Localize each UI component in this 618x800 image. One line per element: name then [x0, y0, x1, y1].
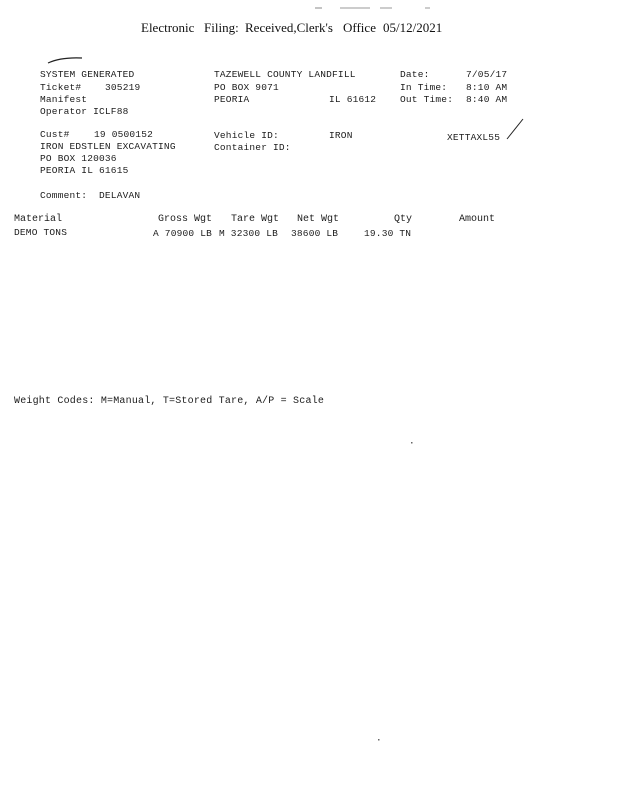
- out-time-label: Out Time:: [400, 94, 454, 105]
- handwritten-stroke: [46, 55, 86, 67]
- facility-name: TAZEWELL COUNTY LANDFILL: [214, 69, 356, 80]
- scan-speck: [377, 738, 381, 742]
- stamp-filing: Filing:: [204, 20, 239, 35]
- in-time-label: In Time:: [400, 82, 448, 93]
- comment-value: DELAVAN: [99, 190, 141, 201]
- side-code: XETTAXL55: [447, 132, 501, 143]
- customer-box: PO BOX 120036: [40, 153, 117, 164]
- col-header-qty: Qty: [394, 214, 413, 225]
- stamp-received: Received,Clerk's: [245, 20, 333, 35]
- col-header-material: Material: [14, 214, 63, 225]
- row-net: 38600 LB: [291, 228, 339, 239]
- cust-label: Cust#: [40, 129, 70, 140]
- cust-value: 19 0500152: [94, 129, 154, 140]
- scan-specks: [310, 4, 440, 12]
- row-gross: A 70900 LB: [153, 228, 213, 239]
- scan-speck: [410, 441, 414, 445]
- stamp-electronic: Electronic: [141, 20, 195, 35]
- ticket-value: 305219: [105, 82, 141, 93]
- in-time-value: 8:10 AM: [466, 82, 508, 93]
- vehicle-label: Vehicle ID:: [214, 130, 279, 141]
- row-qty: 19.30 TN: [364, 228, 412, 239]
- stamp-office: Office: [343, 20, 376, 35]
- handwritten-slash: [504, 116, 526, 142]
- manifest-label: Manifest: [40, 94, 88, 105]
- col-header-tare: Tare Wgt: [231, 214, 280, 225]
- date-label: Date:: [400, 69, 430, 80]
- comment-label: Comment:: [40, 190, 88, 201]
- customer-name: IRON EDSTLEN EXCAVATING: [40, 141, 176, 152]
- system-generated: SYSTEM GENERATED: [40, 69, 135, 80]
- customer-city: PEORIA IL 61615: [40, 165, 129, 176]
- col-header-net: Net Wgt: [297, 214, 340, 225]
- row-tare: M 32300 LB: [219, 228, 279, 239]
- date-value: 7/05/17: [466, 69, 508, 80]
- stamp-date: 05/12/2021: [383, 20, 443, 35]
- container-label: Container ID:: [214, 142, 291, 153]
- facility-city: PEORIA: [214, 94, 250, 105]
- operator: Operator ICLF88: [40, 106, 129, 117]
- weight-codes-note: Weight Codes: M=Manual, T=Stored Tare, A/P = Scale: [14, 396, 325, 407]
- col-header-amount: Amount: [459, 214, 496, 225]
- col-header-gross: Gross Wgt: [158, 214, 213, 225]
- facility-state-zip: IL 61612: [329, 94, 377, 105]
- facility-address: PO BOX 9071: [214, 82, 279, 93]
- out-time-value: 8:40 AM: [466, 94, 508, 105]
- vehicle-value: IRON: [329, 130, 353, 141]
- row-material: DEMO TONS: [14, 227, 68, 238]
- ticket-label: Ticket#: [40, 82, 82, 93]
